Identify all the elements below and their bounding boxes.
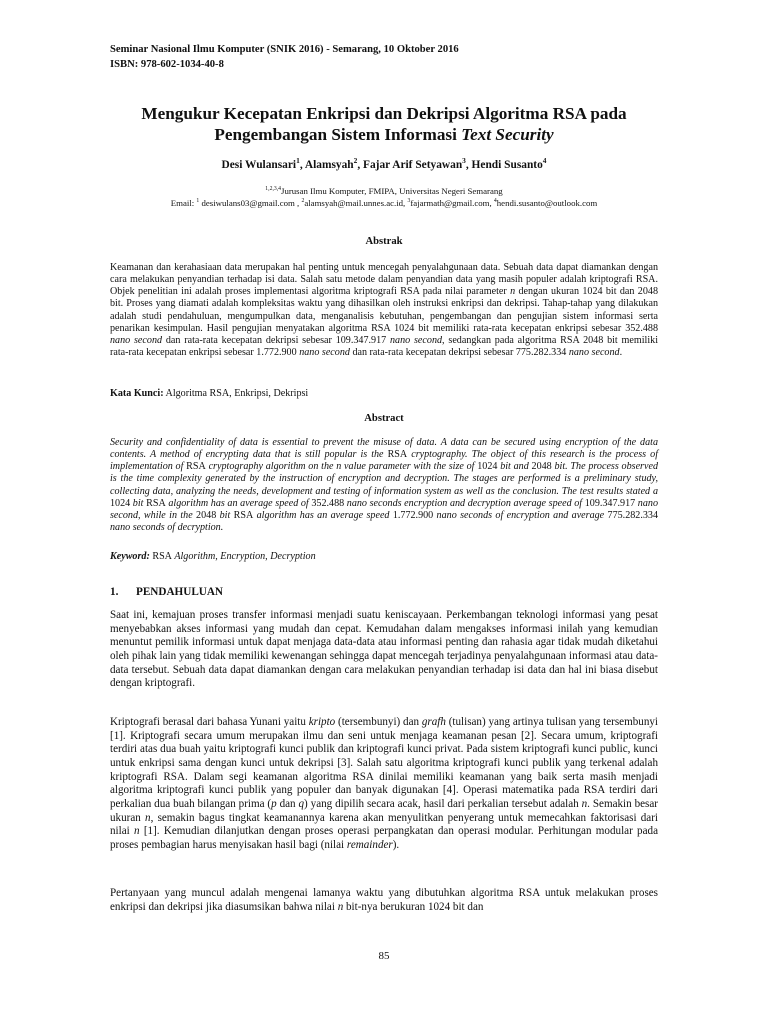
abstract-text-10: bit bbox=[216, 509, 234, 521]
p3-n: n bbox=[337, 900, 344, 913]
p2-text-h: [1]. Kemudian dilanjutkan dengan proses operasi perpangkatan dan operasi modular. Perhitungan modular pada proses pembagian harus menyisakan hasil bagi (nilai bbox=[110, 825, 658, 851]
affiliation-line bbox=[80, 185, 688, 197]
abstract-upright-5: 1024 bbox=[110, 497, 131, 509]
paper-title bbox=[80, 103, 688, 145]
section-heading bbox=[110, 586, 223, 598]
kata-kunci-text: Algoritma RSA, Enkripsi, Dekripsi bbox=[163, 388, 309, 399]
email-2-sup: 2 bbox=[301, 198, 305, 205]
p2-text-a: Kriptografi berasal dari bahasa Yunani yaitu bbox=[110, 716, 309, 728]
author-2-sup: 2 bbox=[353, 156, 358, 166]
title-line-2-italic: Text Security bbox=[461, 125, 554, 144]
abstract-upright-2: RSA bbox=[186, 461, 206, 473]
abstract-upright-4: 2048 bbox=[531, 461, 552, 473]
p2-text-f: . Semakin besar ukuran bbox=[110, 797, 658, 824]
title-line-2-text: Pengembangan Sistem Informasi bbox=[214, 125, 462, 144]
abstrak-ns-3: nano second bbox=[299, 347, 350, 359]
abstract-text-7: algorithm has an average speed of bbox=[165, 497, 312, 509]
p2-q: q bbox=[298, 797, 305, 810]
body-paragraph-1: Saat ini, kemajuan proses transfer informasi menjadi suatu keniscayaan. Perkembangan teknologi informasi yang pesat menyebabkan akses informasi yang mudah dan cepat. Kemudahan dalam mengakses informasi inilah yang kemudian menuntut pemilik informasi untuk dapat menjaga data-data atau informasi penting dan rahasia agar tidak mudah diketahui oleh pihak lain yang tidak memiliki kewenangan sehingga dapat mencegah terjadinya penyalahgunaan informasi atau data-data tersebut. Sebuah data dapat diamankan dengan cara melakukan penyandian terhadap isi data dan hal ini biasa disebut dengan kriptografi. bbox=[110, 609, 658, 690]
email-2: alamsyah@mail.unnes.ac.id, bbox=[304, 198, 408, 208]
abstrak-ns-2: nano second bbox=[390, 334, 443, 346]
abstract-text-3: cryptography algorithm on the n value parameter with the size of bbox=[205, 461, 478, 473]
p2-kripto: kripto bbox=[308, 716, 336, 728]
p2-remainder: remainder bbox=[346, 838, 393, 851]
p2-n-1: n bbox=[581, 797, 588, 810]
abstract-text-4: bit and bbox=[497, 461, 532, 473]
abstract-upright-1: RSA bbox=[387, 449, 408, 461]
author-1: Desi Wulansari bbox=[221, 159, 297, 171]
keyword-text: Algorithm, Encryption, Decryption bbox=[171, 551, 316, 562]
p2-n-3: n bbox=[134, 825, 140, 838]
p2-text-e: ) yang dipilih secara acak, hasil dari perkalian tersebut adalah bbox=[304, 797, 582, 810]
abstrak-text-d: , sedangkan pada algoritma RSA 2048 bit memiliki rata-rata kecepatan enkripsi sebesar 1.772.900 bbox=[110, 334, 658, 359]
abstrak-ns-1: nano second bbox=[110, 334, 163, 346]
abstrak-n: n bbox=[510, 286, 516, 298]
abstract-upright-10: RSA bbox=[233, 509, 254, 521]
email-4: hendi.susanto@outlook.com bbox=[496, 198, 598, 208]
abstrak-text-e: dan rata-rata kecepatan dekripsi sebesar 775.282.334 bbox=[349, 347, 569, 359]
abstract-upright-9: 2048 bbox=[196, 509, 217, 521]
abstract-text-12: nano seconds of encryption and average bbox=[433, 509, 608, 521]
abstract-upright-11: 1.772.900 bbox=[392, 509, 434, 521]
abstract-upright-12: 775.282.334 bbox=[607, 509, 658, 521]
affiliation-block bbox=[80, 185, 688, 209]
body-paragraph-2 bbox=[110, 716, 658, 853]
kata-kunci-line bbox=[110, 388, 658, 399]
abstract-text-8: nano seconds encryption and decryption average speed of bbox=[344, 497, 585, 509]
abstract-paragraph bbox=[110, 437, 658, 534]
author-3-sup: 3 bbox=[462, 156, 466, 166]
email-3: fajarmath@gmail.com, bbox=[410, 198, 494, 208]
email-1-sup: 1 bbox=[196, 198, 200, 205]
abstract-text-5: bit. The process observed is the time complexity generated by the instruction of encryption and decryption. The stages are performed is a preliminary study, collecting data, analyzing the needs, development and testing of information system as well as the conclusion. The test results stated a bbox=[110, 461, 658, 497]
abstract-text-13: nano seconds of decryption. bbox=[110, 522, 224, 534]
p2-p: p bbox=[271, 797, 277, 810]
keyword-line bbox=[110, 551, 658, 562]
p3-text-b: bit-nya berukuran 1024 bit dan bbox=[343, 900, 484, 913]
email-3-sup: 3 bbox=[407, 198, 411, 205]
keyword-upright: RSA bbox=[149, 551, 172, 562]
affiliation-text: Jurusan Ilmu Komputer, FMIPA, Universitas Negeri Semarang bbox=[281, 186, 503, 196]
body-paragraph-3 bbox=[110, 887, 658, 914]
abstract-text-11: algorithm has an average speed bbox=[253, 509, 393, 521]
author-3: , Fajar Arif Setyawan bbox=[357, 159, 463, 171]
abstract-text-1: Security and confidentiality of data is essential to prevent the misuse of data. A data can be secured using encryption of the data contents. A method of encrypting data that is still popular is the bbox=[110, 437, 658, 461]
abstract-text-6: bit bbox=[130, 497, 147, 509]
section-number: 1. bbox=[110, 586, 119, 598]
abstract-text-9: nano second, while in the bbox=[110, 497, 658, 521]
p2-n-2: n bbox=[145, 811, 151, 824]
abstract-upright-7: 352.488 bbox=[311, 497, 345, 509]
abstrak-ns-4: nano second bbox=[568, 347, 620, 359]
p2-text-c: (tulisan) yang artinya tulisan yang tersembunyi [1]. Kriptografi secara umum merupakan ilmu dan seni untuk menjaga keamanan pesan [2]. Secara umum, kriptografi terdiri atas dua buah yaitu kriptografi kunci publik dan kriptografi kunci privat. Pada sistem kriptografi kunci public, kunci untuk enkripsi sama dengan kunci untuk dekripsi [3]. Salah satu algoritma kriptografi kunci publik yang terkenal adalah kriptografi RSA. Dalam segi keamanan algoritma RSA dinilai memiliki keamanan yang baik serta masih menjadi algoritma kriptografi kunci publik yang populer dan banyak digunakan [4]. Operasi matematika pada RSA terdiri dari perkalian dua buah bilangan prima ( bbox=[110, 716, 658, 810]
p2-text-b: (tersembunyi) dan bbox=[335, 716, 422, 728]
kata-kunci-label: Kata Kunci: bbox=[110, 388, 164, 399]
abstrak-paragraph bbox=[110, 262, 658, 359]
abstract-heading: Abstract bbox=[364, 413, 404, 424]
email-4-sup: 4 bbox=[493, 198, 497, 205]
email-line bbox=[80, 197, 688, 209]
p2-text-d: dan bbox=[276, 797, 299, 810]
section-title: PENDAHULUAN bbox=[136, 586, 224, 598]
abstract-upright-8: 109.347.917 bbox=[584, 497, 636, 509]
abstract-text-2: cryptography. The object of this research is the process of implementation of bbox=[110, 449, 658, 473]
abstrak-text-c: dan rata-rata kecepatan dekripsi sebesar 109.347.917 bbox=[162, 334, 390, 346]
author-4-sup: 4 bbox=[542, 156, 547, 166]
p3-text-a: Pertanyaan yang muncul adalah mengenai lamanya waktu yang dibutuhkan algoritma RSA untuk melakukan proses enkripsi dan dekripsi jika diasumsikan bahwa nilai bbox=[110, 887, 658, 913]
affiliation-sup: 1,2,3,4 bbox=[265, 186, 282, 193]
abstract-upright-3: 1024 bbox=[477, 461, 498, 473]
author-list bbox=[80, 156, 688, 171]
author-4: , Hendi Susanto bbox=[465, 159, 543, 171]
abstrak-heading: Abstrak bbox=[365, 236, 403, 247]
email-1: desiwulans03@gmail.com , bbox=[199, 198, 302, 208]
p2-text-g: , semakin bagus tingkat keamanannya karena akan menyulitkan penyerang untuk memecahkan faktorisasi dari nilai bbox=[110, 811, 658, 838]
abstrak-text-b: dengan ukuran 1024 bit dan 2048 bit. Proses yang diamati adalah kompleksitas waktu yang dihasilkan oleh instruksi enkripsi dan dekripsi. Tahap-tahap yang dilakukan adalah studi pendahuluan, mengumpulkan data, menganalisis kebutuhan, pengembangan dan pengujian sistem informasi serta penarikan kesimpulan. Hasil pengujian menyatakan algoritma RSA 1024 bit memiliki rata-rata kecepatan enkripsi sebesar 352.488 bbox=[110, 286, 658, 334]
author-2: , Alamsyah bbox=[299, 159, 354, 171]
conference-name: Seminar Nasional Ilmu Komputer (SNIK 2016) - Semarang, 10 Oktober 2016 bbox=[110, 44, 459, 55]
conference-header bbox=[110, 42, 459, 72]
title-line-1: Mengukur Kecepatan Enkripsi dan Dekripsi Algoritma RSA pada bbox=[141, 104, 627, 123]
page-number: 85 bbox=[378, 950, 390, 962]
title-line-2 bbox=[80, 124, 688, 145]
abstract-upright-6: RSA bbox=[146, 497, 166, 509]
p2-grafh: grafh bbox=[421, 716, 446, 728]
author-1-sup: 1 bbox=[296, 156, 300, 166]
email-label: Email: bbox=[170, 198, 197, 208]
p2-text-i: ). bbox=[392, 838, 400, 851]
keyword-label: Keyword: bbox=[110, 551, 150, 562]
abstrak-text-a: Keamanan dan kerahasiaan data merupakan hal penting untuk mencegah penyalahgunaan data. Sebuah data dapat diamankan dengan cara melakukan penyandian terhadap isi data. Salah satu metode dalam penyandian data yang masih populer adalah kriptografi RSA. Objek penelitian ini adalah proses implementasi algoritma kriptografi RSA pada nilai parameter bbox=[110, 262, 658, 298]
abstrak-text-f: . bbox=[619, 347, 623, 359]
isbn: ISBN: 978-602-1034-40-8 bbox=[110, 59, 224, 70]
